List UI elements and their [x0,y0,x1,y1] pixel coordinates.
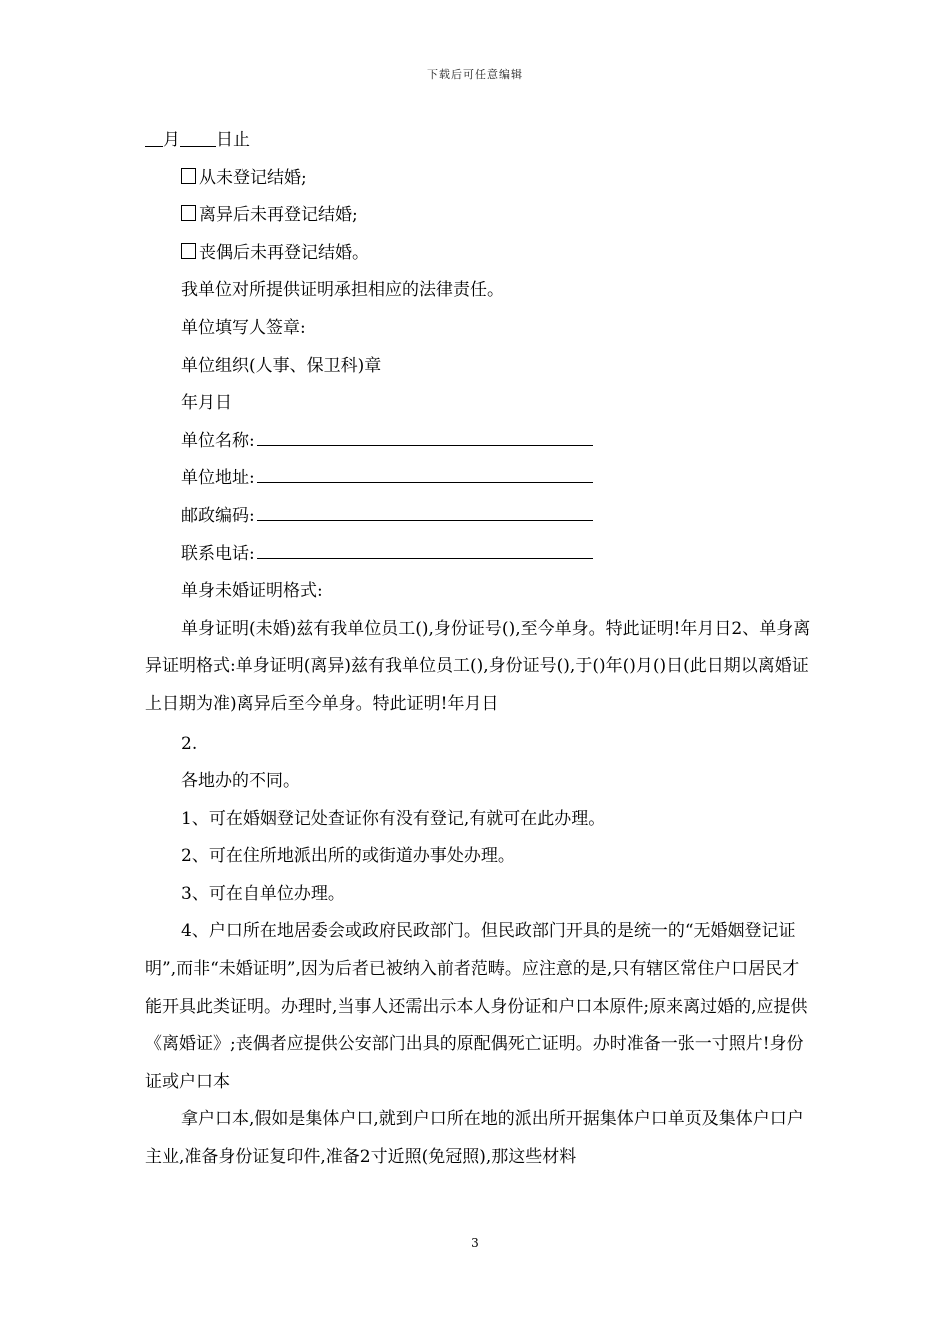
collective-household-paragraph: 拿户口本,假如是集体户口,就到户口所在地的派出所开据集体户口单页及集体户口户主业,准备身份证复印件,准备2寸近照(免冠照),那这些材料 [145,1109,804,1168]
checkbox-icon [181,205,196,221]
checkbox-item: 丧偶后未再登记结婚。 [145,235,813,273]
field-org-address: 单位地址: [145,460,813,498]
certificate-format-paragraph: 单身证明(未婚)兹有我单位员工(),身份证号(),至今单身。特此证明!年月日2、单身离异证明格式:单身证明(离异)兹有我单位员工(),身份证号(),于()年()月()日(此日期以离婚证上日期为准)离异后至今单身。特此证明!年月日 [145,618,811,714]
checkbox-item: 从未登记结婚; [145,160,813,198]
postal-code-blank [257,502,593,521]
document-body [145,122,813,1177]
format-title: 单身未婚证明格式: [181,581,323,602]
day-end-label: 日止 [216,130,250,150]
checkbox-icon [181,243,196,259]
checkbox-item: 离异后未再登记结婚; [145,197,813,235]
month-label: 月 [163,130,180,150]
field-postal-code: 邮政编码: [145,498,813,536]
section-number: 2. [181,733,198,754]
phone-blank [257,540,593,559]
list-item: 1、可在婚姻登记处查证你有没有登记,有就可在此办理。 [181,808,606,829]
field-phone: 联系电话: [145,536,813,574]
day-blank [180,130,216,147]
month-blank [145,130,163,147]
org-name-blank [257,427,593,446]
list-item: 3、可在自单位办理。 [181,883,345,904]
org-stamp-label: 单位组织(人事、保卫科)章 [181,355,382,376]
field-org-name: 单位名称: [145,423,813,461]
page-header: 下载后可任意编辑 [427,68,523,81]
household-registration-paragraph: 4、户口所在地居委会或政府民政部门。但民政部门开具的是统一的“无婚姻登记证明”,而非“未婚证明”,因为后者已被纳入前者范畴。应注意的是,只有辖区常住户口居民才能开具此类证明。办理时,当事人还需出示本人身份证和户口本原件;原来离过婚的,应提供《离婚证》;丧偶者应提供公安部门出具的原配偶死亡证明。办时准备一张一寸照片!身份证或户口本 [145,921,808,1092]
date-range-end [145,122,813,160]
page-number: 3 [471,1236,479,1250]
signer-label: 单位填写人签章: [181,317,306,338]
regional-difference: 各地办的不同。 [181,771,300,792]
org-address-blank [257,464,593,483]
checkbox-icon [181,168,196,184]
responsibility-statement: 我单位对所提供证明承担相应的法律责任。 [181,280,504,301]
date-label: 年月日 [181,393,232,414]
list-item: 2、可在住所地派出所的或街道办事处办理。 [181,846,515,867]
